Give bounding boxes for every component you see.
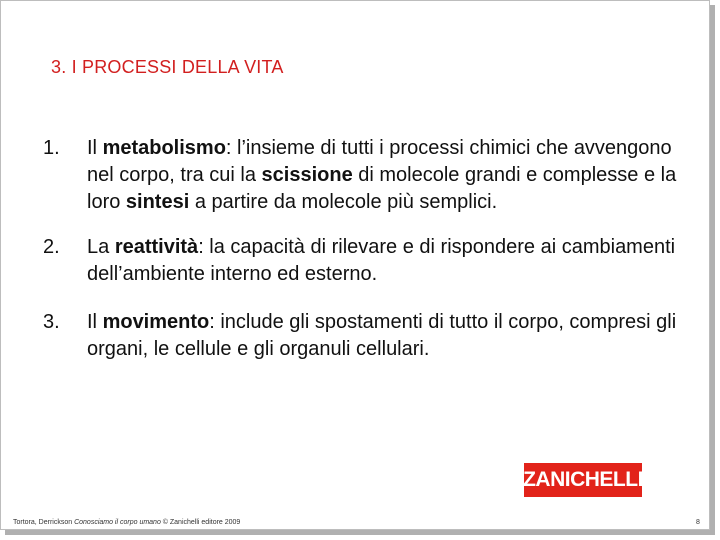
key-term: metabolismo	[102, 137, 226, 159]
footer-publisher: © Zanichelli editore 2009	[160, 519, 241, 526]
item-text	[87, 309, 683, 363]
footer-book-title: Conosciamo il corpo umano	[74, 519, 161, 526]
text-segment: La	[87, 236, 115, 258]
item-number: 3.	[43, 311, 60, 333]
key-term: movimento	[102, 311, 210, 333]
key-term: scissione	[261, 164, 353, 186]
item-text	[87, 135, 683, 216]
text-segment: a partire da molecole più semplici.	[189, 191, 498, 213]
text-segment: : l’insieme di tutti i processi chimici che avvengono nel corpo, tra cui la	[87, 137, 672, 186]
key-term: reattività	[114, 236, 199, 258]
content-list	[43, 135, 683, 381]
item-text	[87, 234, 683, 288]
list-item	[43, 135, 683, 216]
text-segment: : include gli spostamenti di tutto il corpo, compresi gli organi, le cellule e gli organuli cellulari.	[87, 311, 677, 360]
text-segment: di molecole grandi e complesse e la loro	[87, 164, 677, 213]
footer-authors: Tortora, Derrickson	[13, 519, 75, 526]
page-number: 8	[696, 519, 700, 526]
zanichelli-logo: ZANICHELLI	[524, 463, 642, 497]
slide-title: 3. I PROCESSI DELLA VITA	[51, 57, 284, 77]
item-number: 2.	[43, 236, 60, 258]
text-segment: : la capacità di rilevare e di rispondere ai cambiamenti dell’ambiente interno ed esterno.	[87, 236, 676, 285]
text-segment: Il	[87, 311, 103, 333]
list-item	[43, 234, 683, 288]
key-term: sintesi	[125, 191, 190, 213]
text-segment: Il	[87, 137, 103, 159]
list-item	[43, 309, 683, 363]
item-number: 1.	[43, 137, 60, 159]
footer-citation	[13, 519, 240, 526]
